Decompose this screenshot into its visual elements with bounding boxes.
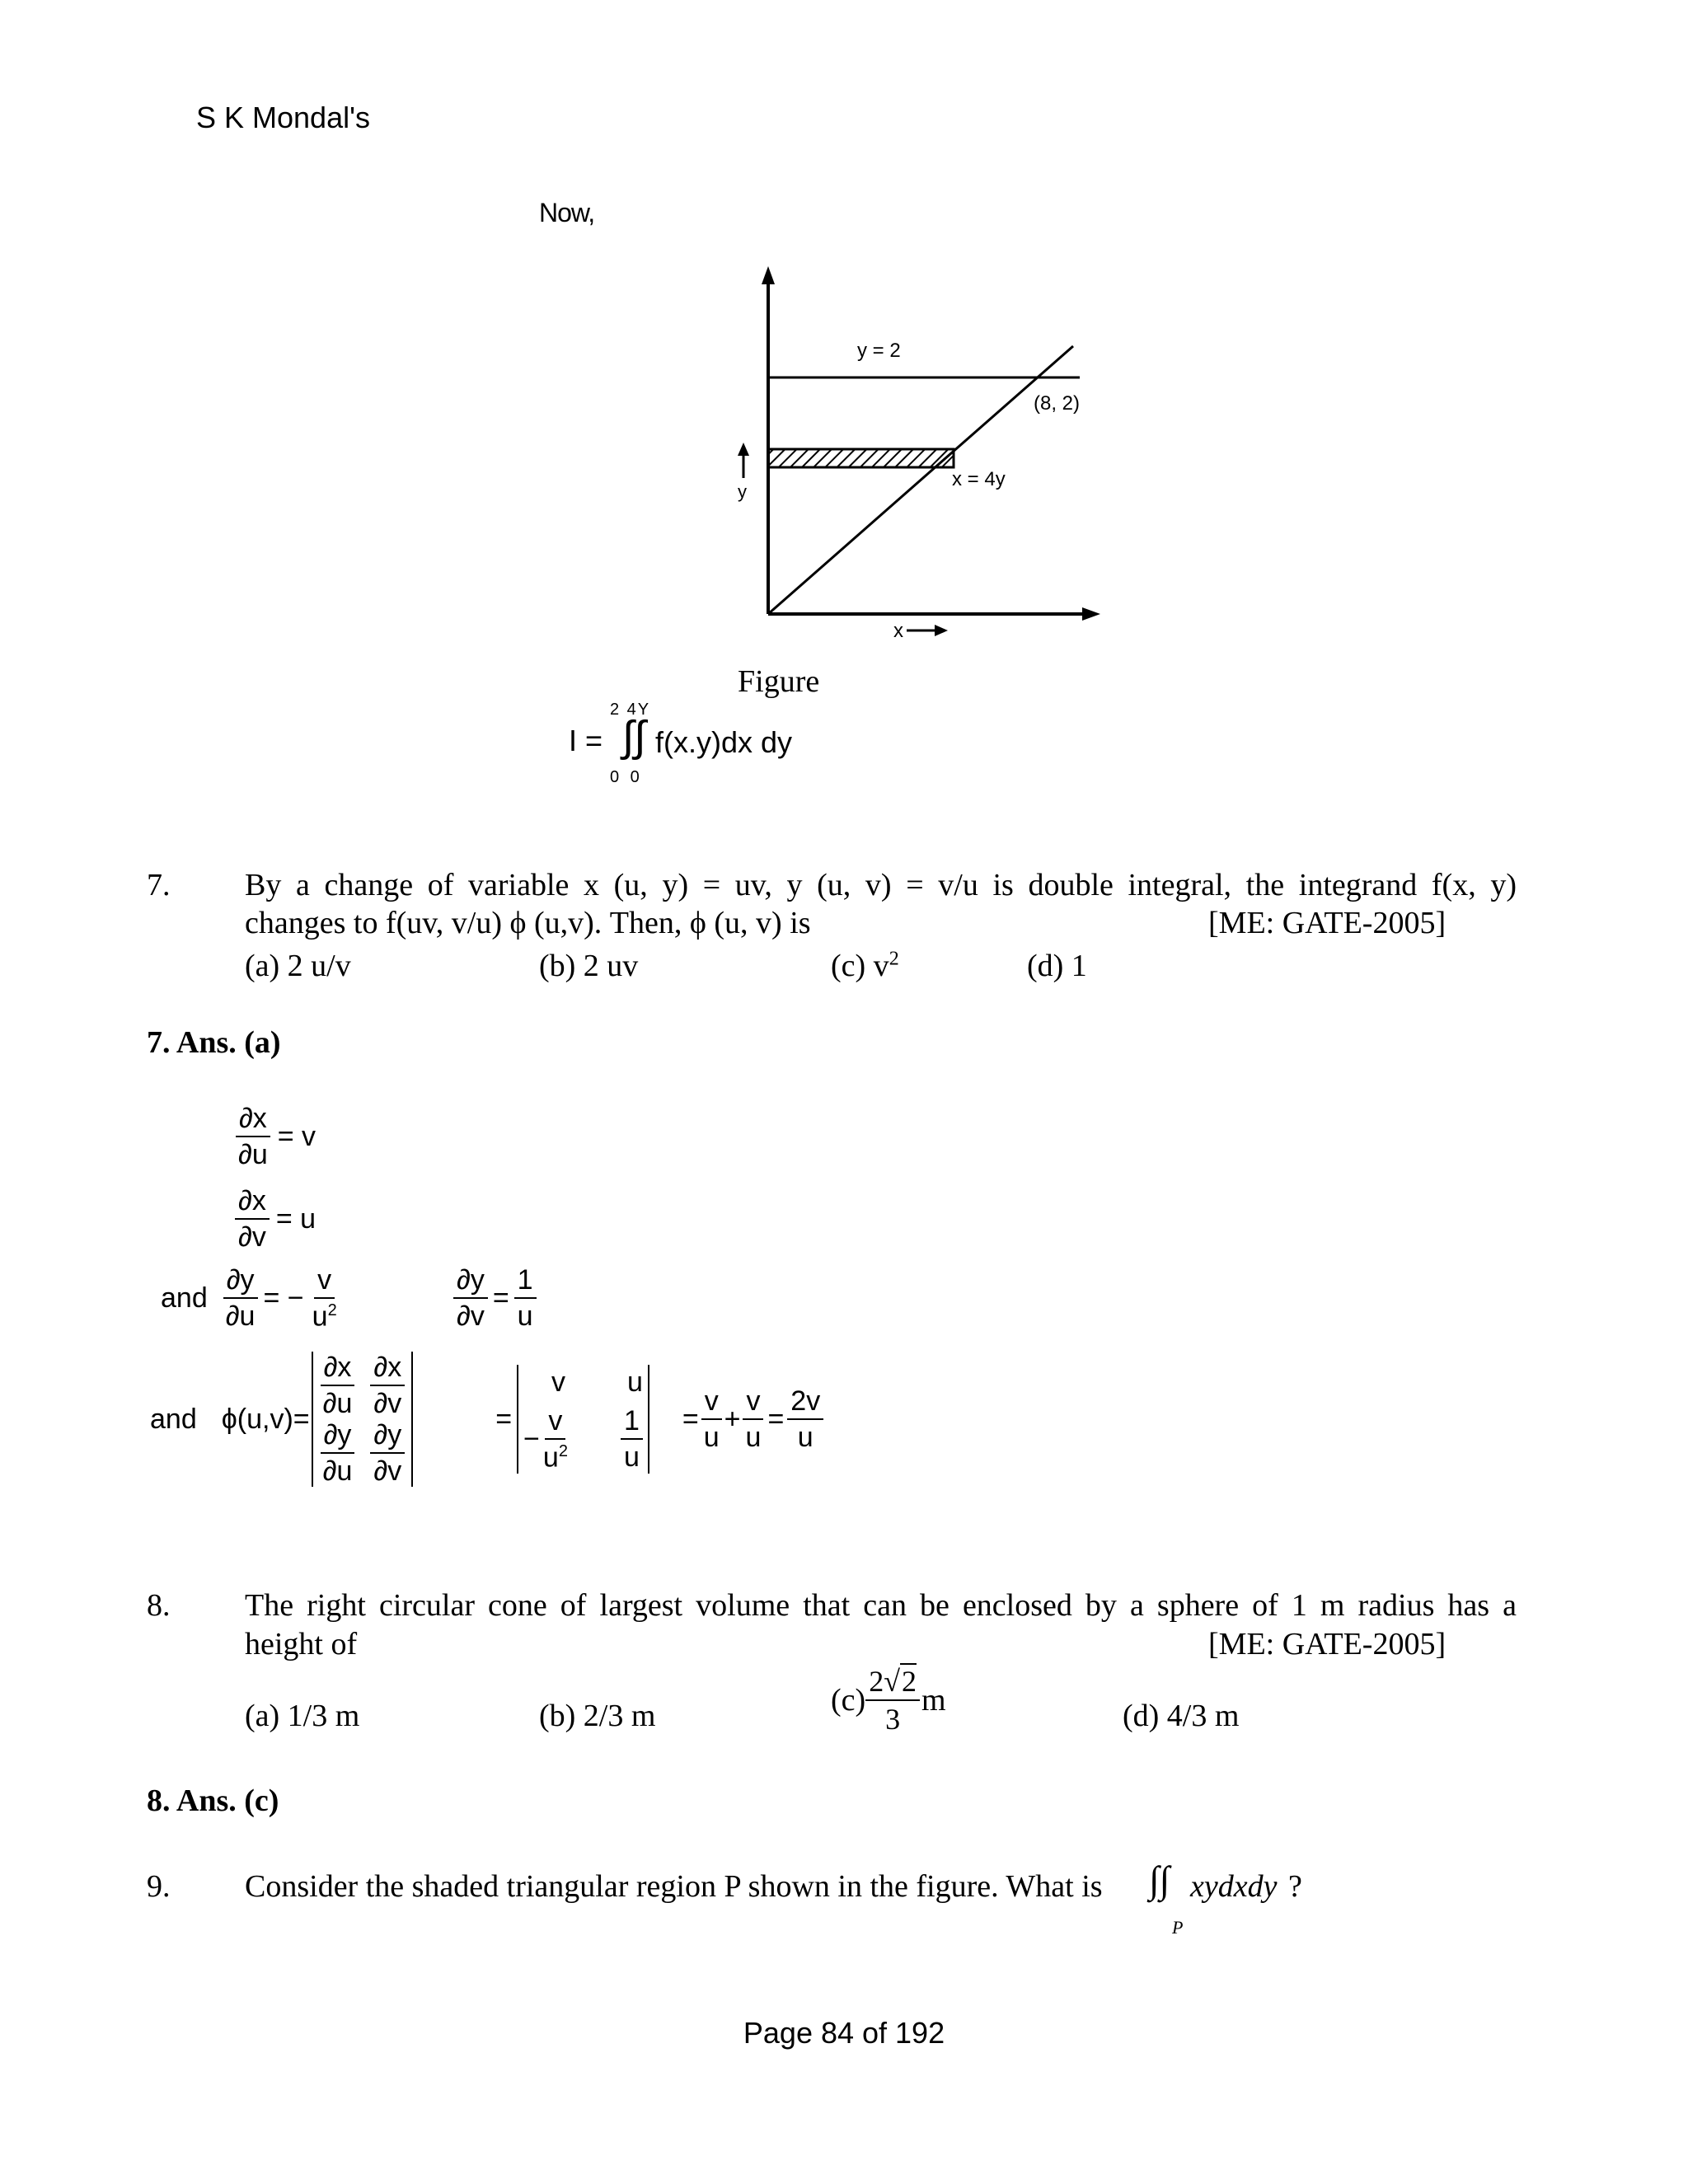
hatched-strip: [768, 449, 954, 467]
jacobian-determinant: $\frac{\partial x}{\partial u}$ $\frac{\partial x}{\partial v}$ $\frac{\partial y}{\partial u}$ $\frac{\partial y}{\partial v}$: [312, 1352, 414, 1487]
label-y-equals-2: y = 2: [857, 340, 901, 362]
integral-upper-limits: 2 4Y: [610, 701, 651, 719]
page-number: Page 84 of 192: [743, 2016, 945, 2050]
figure-caption: Figure: [738, 664, 820, 699]
q8-number: 8.: [147, 1588, 171, 1623]
dy-dv-eq: $\frac{\partial y}{\partial v}$ = $\frac{1}{u}$: [453, 1266, 537, 1330]
q9-region-subscript: P: [1172, 1917, 1184, 1938]
dx-du-eq: $\frac{\partial x}{\partial u}$ = v: [235, 1104, 316, 1169]
integral-lower-limits: 0 0: [610, 768, 640, 786]
y-axis-arrow: [762, 266, 775, 284]
q7-answer: 7. Ans. (a): [147, 1025, 281, 1060]
q9-question-mark: ?: [1288, 1869, 1302, 1904]
label-point-8-2: (8, 2): [1034, 392, 1081, 415]
q8-option-c: (c) $\frac{2√2}{3}$ m: [831, 1665, 946, 1736]
integral-prefix: I =: [569, 724, 603, 757]
now-label: Now,: [539, 198, 595, 227]
q7-option-c: (c) $v^2$: [831, 948, 899, 983]
q8-line2: height of: [245, 1627, 358, 1661]
q9-text: Consider the shaded triangular region P shown in the figure. What is: [245, 1869, 1103, 1904]
q8-option-b: (b) 2/3 m: [539, 1699, 656, 1733]
label-x-small: x: [893, 620, 903, 642]
q9-number: 9.: [147, 1869, 171, 1904]
header-author: S K Mondal's: [196, 101, 370, 134]
label-x-equals-4y: x = 4y: [952, 468, 1006, 490]
q7-option-d: (d) 1: [1027, 949, 1087, 983]
jacobian-row: and ϕ(u,v)= $\frac{\partial x}{\partial u}$ $\frac{\partial x}{\partial v}$ $\frac{\partial y}{\partial u}$ $\frac{\partial y}{\partial v}$ = v u − $\frac{v}{u^2}$ $\frac{1}{u}$ = $\frac{v}{u}$ + $\frac{v}{u}$ = $\frac{2v}{u}$: [150, 1352, 823, 1487]
q8-line1: The right circular cone of largest volume that can be enclosed by a sphere of 1 m radius has a: [245, 1588, 1517, 1623]
integrand: f(x.y)dx dy: [655, 725, 793, 759]
q7-option-b: (b) 2 uv: [539, 949, 639, 983]
x-axis-arrow: [1082, 607, 1100, 621]
q7-source: [ME: GATE-2005]: [1208, 906, 1447, 940]
q8-option-a: (a) 1/3 m: [245, 1699, 360, 1733]
q7-line2: changes to f(uv, v/u) ϕ (u,v). Then, ϕ (u, v) is: [245, 906, 811, 940]
dx-dv-eq: $\frac{\partial x}{\partial v}$ = u: [235, 1187, 316, 1251]
label-y-small: y: [738, 481, 747, 502]
q8-option-d: (d) 4/3 m: [1123, 1699, 1240, 1733]
jacobian-values: v u − $\frac{v}{u^2}$ $\frac{1}{u}$: [517, 1365, 649, 1473]
q9-integrand: xydxdy: [1190, 1869, 1278, 1904]
q9-double-integral: ∫∫: [1149, 1858, 1170, 1900]
q7-option-a: (a) 2 u/v: [245, 949, 351, 983]
q7-line1: By a change of variable x (u, y) = uv, y (u, v) = v/u is double integral, the integrand f(x, y): [245, 868, 1517, 902]
dy-du-eq: and $\frac{\partial y}{\partial u}$ = − $\frac{v}{u^2}$: [161, 1264, 337, 1333]
region-figure: [717, 260, 1113, 655]
q8-answer: 8. Ans. (c): [147, 1783, 279, 1818]
double-integral-sign: ∫∫: [622, 713, 646, 761]
q7-number: 7.: [147, 868, 171, 902]
q8-source: [ME: GATE-2005]: [1208, 1627, 1447, 1661]
line-x-4y: [768, 346, 1073, 614]
